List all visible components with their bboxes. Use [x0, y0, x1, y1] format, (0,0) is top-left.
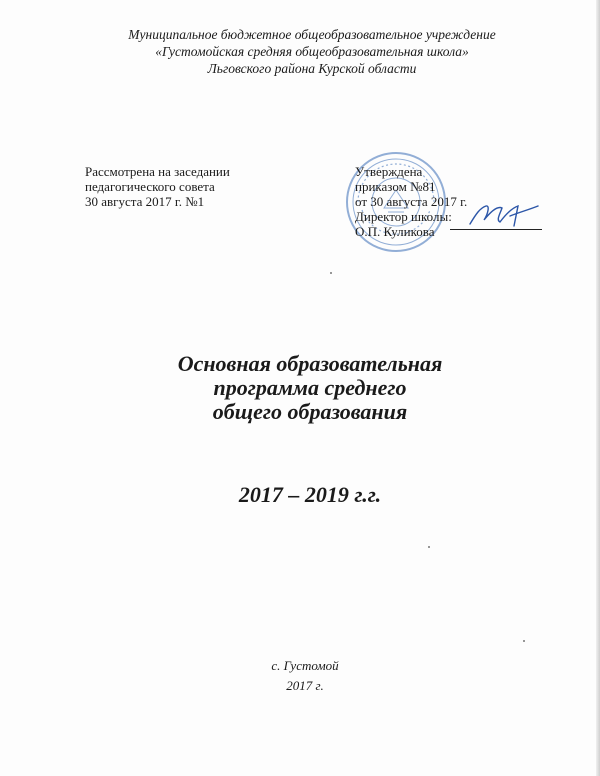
header-line-3: Льговского района Курской области [207, 61, 417, 76]
approval-block [355, 164, 467, 239]
review-line-1: Рассмотрена на заседании [85, 164, 230, 179]
director-signature-icon [466, 200, 542, 230]
footer-year: 2017 г. [286, 678, 324, 693]
approval-line-1: Утверждена [355, 164, 423, 179]
title-line-1: Основная образовательная [177, 351, 443, 376]
school-header [0, 26, 600, 77]
review-line-3: 30 августа 2017 г. №1 [85, 194, 205, 209]
program-title [0, 352, 600, 424]
review-block [85, 164, 230, 209]
scan-speck [523, 640, 525, 642]
footer-place: с. Густомой [271, 658, 339, 673]
program-years: 2017 – 2019 г.г. [238, 482, 382, 507]
approval-line-4: Директор школы: [355, 209, 452, 224]
approval-line-2: приказом №81 [355, 179, 436, 194]
scan-speck [428, 546, 430, 548]
approval-line-3: от 30 августа 2017 г. [355, 194, 468, 209]
scan-speck [330, 272, 332, 274]
document-footer [0, 656, 600, 696]
header-line-2: «Густомойская средняя общеобразовательная школа» [155, 44, 469, 59]
header-line-1: Муниципальное бюджетное общеобразовательное учреждение [128, 27, 496, 42]
approval-line-5: О.П. Куликова [355, 224, 435, 239]
review-line-2: педагогического совета [85, 179, 215, 194]
title-line-2: программа среднего [213, 375, 407, 400]
title-line-3: общего образования [212, 399, 408, 424]
